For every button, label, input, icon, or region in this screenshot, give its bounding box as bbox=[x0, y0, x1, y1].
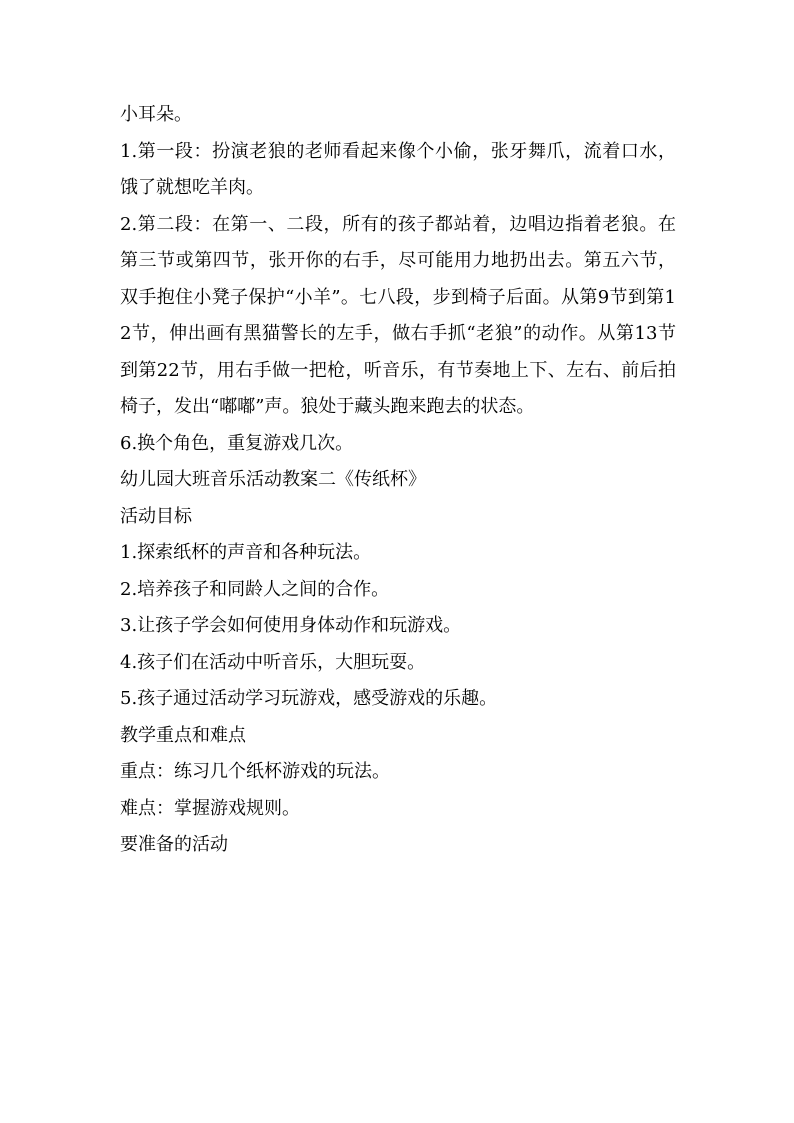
goal-item-4: 4.孩子们在活动中听音乐，大胆玩耍。 bbox=[120, 651, 426, 673]
key-point-difficulty: 难点：掌握游戏规则。 bbox=[120, 797, 300, 819]
key-point-focus: 重点：练习几个纸杯游戏的玩法。 bbox=[120, 761, 390, 782]
paragraph-step-6: 6.换个角色，重复游戏几次。 bbox=[120, 432, 354, 454]
paragraph-ending-line: 小耳朵。 bbox=[120, 104, 192, 125]
document-body bbox=[120, 97, 676, 864]
heading-key-points: 教学重点和难点 bbox=[120, 724, 246, 746]
goal-item-5: 5.孩子通过活动学习玩游戏，感受游戏的乐趣。 bbox=[120, 688, 498, 709]
goal-item-1: 1.探索纸杯的声音和各种玩法。 bbox=[120, 542, 372, 563]
heading-activity-goals: 活动目标 bbox=[120, 505, 192, 527]
paragraph-step-1: 1.第一段：扮演老狼的老师看起来像个小偷，张牙舞爪，流着口水，饿了就想吃羊肉。 bbox=[120, 140, 676, 198]
goal-item-2: 2.培养孩子和同龄人之间的合作。 bbox=[120, 578, 390, 600]
paragraph-step-2: 2.第二段：在第一、二段，所有的孩子都站着，边唱边指着老狼。在第三节或第四节，张开你的右手，尽可能用力地扔出去。第五六节，双手抱住小凳子保护“小羊”。七八段，步到椅子后面。从第9节到第12节，伸出画有黑猫警长的左手，做右手抓“老狼”的动作。从第13节到第22节，用右手做一把枪，听音乐，有节奏地上下、左右、前后拍椅子，发出“嘟嘟”声。狼处于藏头跑来跑去的状态。 bbox=[120, 213, 676, 417]
goal-item-3: 3.让孩子学会如何使用身体动作和玩游戏。 bbox=[120, 615, 462, 636]
section-title-lesson-two: 幼儿园大班音乐活动教案二《传纸杯》 bbox=[120, 469, 426, 490]
heading-preparation: 要准备的活动 bbox=[120, 834, 228, 855]
